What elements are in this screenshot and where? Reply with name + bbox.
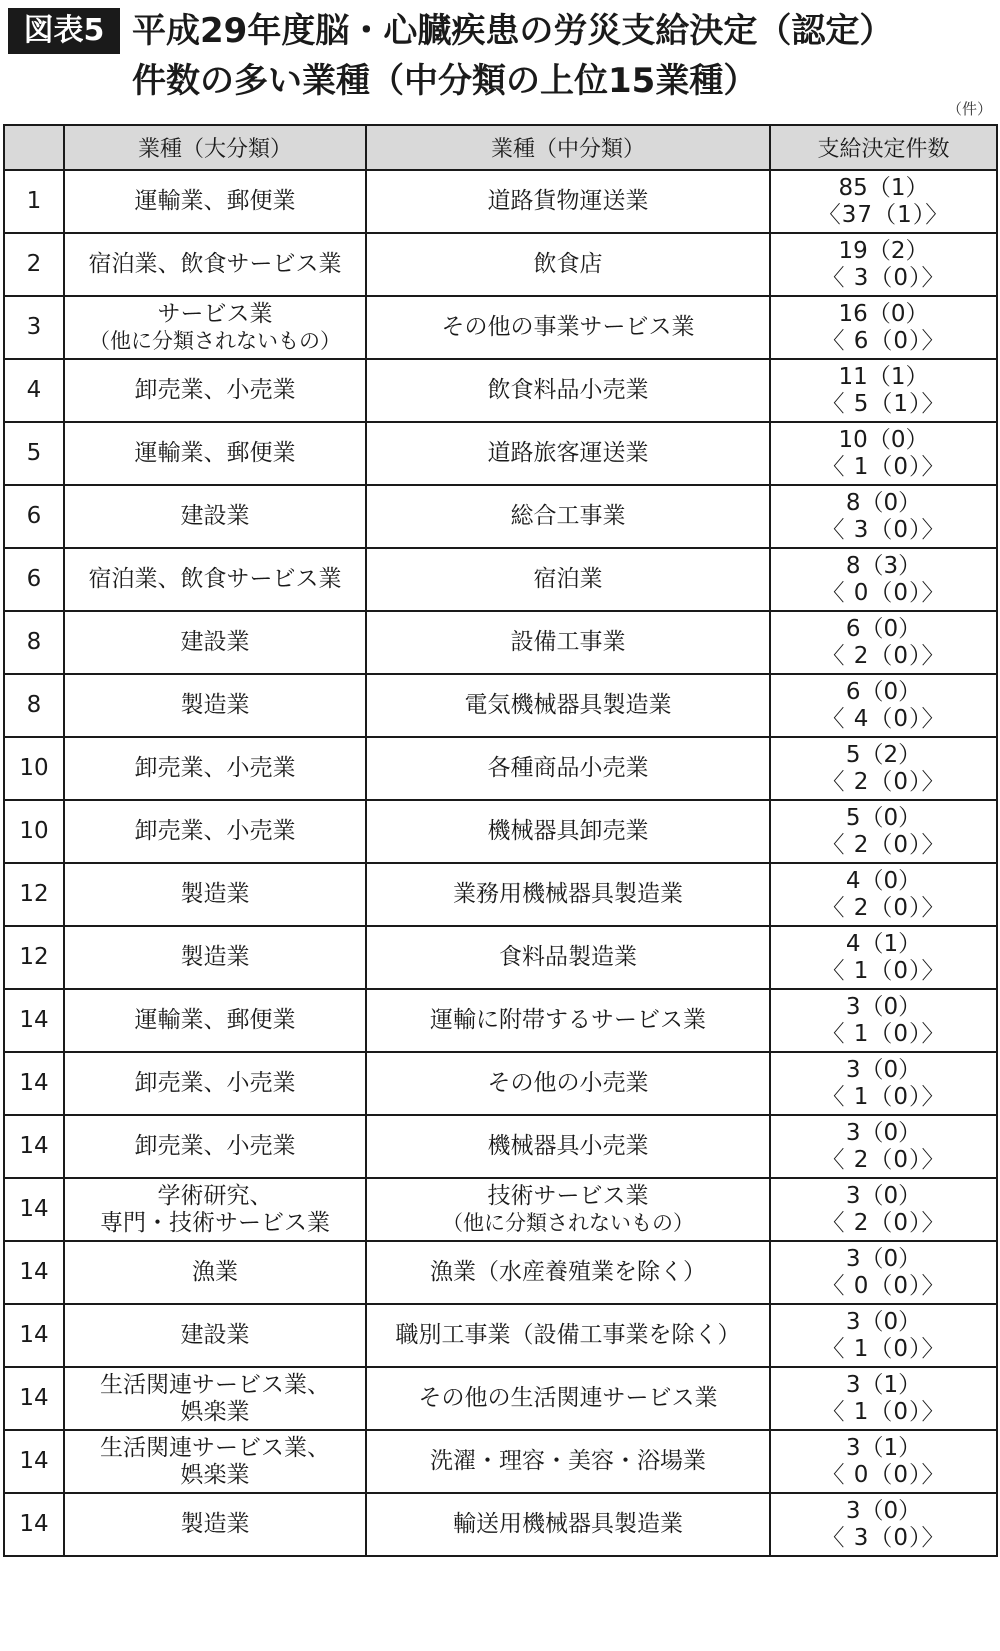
minor-category-cell xyxy=(366,1430,770,1493)
count-subvalue: 〈 2（0）〉 xyxy=(821,1146,946,1173)
rank-cell: 14 xyxy=(4,989,64,1052)
count-value: 10（0） xyxy=(838,426,929,453)
major-category-cell-text: 製造業 xyxy=(180,881,250,907)
count-value: 8（3） xyxy=(845,552,922,579)
major-category-cell xyxy=(64,863,366,926)
count-value: 4（1） xyxy=(845,930,922,957)
header-minor-category: 業種（中分類） xyxy=(366,125,770,170)
major-category-cell-text: 漁業 xyxy=(192,1259,238,1285)
count-value: 5（0） xyxy=(845,804,922,831)
rank-cell: 14 xyxy=(4,1241,64,1304)
major-category-cell xyxy=(64,1115,366,1178)
major-category-cell-text: 運輸業、郵便業 xyxy=(134,1007,296,1033)
minor-category-cell xyxy=(366,170,770,233)
major-category-cell xyxy=(64,548,366,611)
count-cell xyxy=(770,1304,997,1367)
minor-category-cell-text: その他の小売業 xyxy=(487,1070,649,1096)
minor-category-cell-text: （他に分類されないもの） xyxy=(442,1210,694,1235)
rank-cell: 14 xyxy=(4,1430,64,1493)
major-category-cell-text: 卸売業、小売業 xyxy=(134,755,296,781)
rank-cell: 3 xyxy=(4,296,64,359)
major-category-cell xyxy=(64,926,366,989)
rank-cell: 6 xyxy=(4,548,64,611)
table-row xyxy=(4,1241,997,1304)
table-body xyxy=(4,170,997,1556)
count-cell xyxy=(770,359,997,422)
minor-category-cell xyxy=(366,1178,770,1241)
minor-category-cell xyxy=(366,296,770,359)
count-value: 11（1） xyxy=(838,363,929,390)
minor-category-cell xyxy=(366,1367,770,1430)
major-category-cell xyxy=(64,674,366,737)
major-category-cell-text: 製造業 xyxy=(180,692,250,718)
major-category-cell-text: （他に分類されないもの） xyxy=(89,328,341,353)
major-category-cell xyxy=(64,296,366,359)
table-header xyxy=(4,125,997,170)
count-cell xyxy=(770,485,997,548)
count-subvalue: 〈 1（0）〉 xyxy=(821,453,946,480)
count-value: 3（0） xyxy=(845,1308,922,1335)
count-cell xyxy=(770,548,997,611)
major-category-cell-text: 卸売業、小売業 xyxy=(134,818,296,844)
rank-cell: 6 xyxy=(4,485,64,548)
table-row xyxy=(4,548,997,611)
table-row xyxy=(4,233,997,296)
minor-category-cell xyxy=(366,863,770,926)
major-category-cell-text: 学術研究、 xyxy=(157,1182,273,1209)
table-row xyxy=(4,1052,997,1115)
count-cell xyxy=(770,422,997,485)
figure-title-line1: 平成29年度脳・心臓疾患の労災支給決定（認定） xyxy=(132,11,894,51)
count-subvalue: 〈 4（0）〉 xyxy=(821,705,946,732)
minor-category-cell-text: 宿泊業 xyxy=(533,566,603,592)
major-category-cell-text: サービス業 xyxy=(157,300,273,327)
minor-category-cell xyxy=(366,1052,770,1115)
header-count: 支給決定件数 xyxy=(770,125,997,170)
rank-cell: 14 xyxy=(4,1115,64,1178)
minor-category-cell xyxy=(366,485,770,548)
major-category-cell xyxy=(64,1493,366,1556)
minor-category-cell-text: 食料品製造業 xyxy=(499,944,637,970)
minor-category-cell-text: 道路旅客運送業 xyxy=(487,440,649,466)
minor-category-cell-text: 洗濯・理容・美容・浴場業 xyxy=(430,1448,706,1474)
major-category-cell xyxy=(64,989,366,1052)
count-value: 3（0） xyxy=(845,993,922,1020)
header-major-category: 業種（大分類） xyxy=(64,125,366,170)
minor-category-cell-text: その他の生活関連サービス業 xyxy=(418,1385,718,1411)
count-cell xyxy=(770,1178,997,1241)
count-subvalue: 〈 2（0）〉 xyxy=(821,894,946,921)
count-cell xyxy=(770,170,997,233)
table-row xyxy=(4,296,997,359)
table-row xyxy=(4,170,997,233)
figure-header xyxy=(0,0,1000,130)
major-category-cell-text: 卸売業、小売業 xyxy=(134,377,296,403)
minor-category-cell-text: 飲食店 xyxy=(533,251,603,277)
count-cell xyxy=(770,989,997,1052)
minor-category-cell-text: 電気機械器具製造業 xyxy=(464,692,672,718)
minor-category-cell xyxy=(366,737,770,800)
count-subvalue: 〈 3（0）〉 xyxy=(821,516,946,543)
count-value: 5（2） xyxy=(845,741,922,768)
count-subvalue: 〈 2（0）〉 xyxy=(821,831,946,858)
count-cell xyxy=(770,1493,997,1556)
minor-category-cell-text: 機械器具小売業 xyxy=(487,1133,649,1159)
count-value: 85（1） xyxy=(838,174,929,201)
major-category-cell xyxy=(64,1052,366,1115)
rank-cell: 2 xyxy=(4,233,64,296)
minor-category-cell xyxy=(366,1304,770,1367)
table-row xyxy=(4,863,997,926)
minor-category-cell xyxy=(366,1115,770,1178)
count-value: 3（0） xyxy=(845,1245,922,1272)
major-category-cell-text: 運輸業、郵便業 xyxy=(134,440,296,466)
count-cell xyxy=(770,1241,997,1304)
major-category-cell xyxy=(64,1430,366,1493)
table-row xyxy=(4,611,997,674)
count-cell xyxy=(770,737,997,800)
rank-cell: 1 xyxy=(4,170,64,233)
table-row xyxy=(4,485,997,548)
minor-category-cell xyxy=(366,989,770,1052)
count-value: 3（0） xyxy=(845,1182,922,1209)
minor-category-cell-text: 漁業（水産養殖業を除く） xyxy=(430,1259,706,1285)
rank-cell: 14 xyxy=(4,1304,64,1367)
count-cell xyxy=(770,611,997,674)
minor-category-cell-text: 道路貨物運送業 xyxy=(487,188,649,214)
major-category-cell-text: 娯楽業 xyxy=(180,1461,250,1488)
minor-category-cell xyxy=(366,1241,770,1304)
major-category-cell-text: 生活関連サービス業、 xyxy=(100,1434,330,1461)
industry-table xyxy=(3,124,998,1557)
table-row xyxy=(4,359,997,422)
minor-category-cell-text: 業務用機械器具製造業 xyxy=(453,881,683,907)
header-row xyxy=(4,125,997,170)
major-category-cell xyxy=(64,422,366,485)
table-row xyxy=(4,1430,997,1493)
count-value: 19（2） xyxy=(838,237,929,264)
count-cell xyxy=(770,800,997,863)
count-value: 6（0） xyxy=(845,615,922,642)
minor-category-cell xyxy=(366,359,770,422)
major-category-cell-text: 娯楽業 xyxy=(180,1398,250,1425)
minor-category-cell-text: 総合工事業 xyxy=(510,503,626,529)
major-category-cell-text: 建設業 xyxy=(180,1322,250,1348)
major-category-cell xyxy=(64,1241,366,1304)
table-row xyxy=(4,800,997,863)
rank-cell: 12 xyxy=(4,926,64,989)
rank-cell: 14 xyxy=(4,1493,64,1556)
count-value: 3（1） xyxy=(845,1434,922,1461)
rank-cell: 10 xyxy=(4,737,64,800)
major-category-cell-text: 建設業 xyxy=(180,629,250,655)
count-cell xyxy=(770,296,997,359)
major-category-cell-text: 製造業 xyxy=(180,1511,250,1537)
rank-cell: 8 xyxy=(4,611,64,674)
count-subvalue: 〈 0（0）〉 xyxy=(821,1461,946,1488)
major-category-cell xyxy=(64,485,366,548)
count-cell xyxy=(770,233,997,296)
major-category-cell xyxy=(64,737,366,800)
count-subvalue: 〈 1（0）〉 xyxy=(821,1398,946,1425)
table-row xyxy=(4,1115,997,1178)
minor-category-cell xyxy=(366,800,770,863)
major-category-cell-text: 運輸業、郵便業 xyxy=(134,188,296,214)
major-category-cell-text: 卸売業、小売業 xyxy=(134,1133,296,1159)
count-subvalue: 〈 5（1）〉 xyxy=(821,390,946,417)
rank-cell: 10 xyxy=(4,800,64,863)
table-row xyxy=(4,422,997,485)
major-category-cell xyxy=(64,1178,366,1241)
major-category-cell xyxy=(64,359,366,422)
count-cell xyxy=(770,1052,997,1115)
major-category-cell-text: 宿泊業、飲食サービス業 xyxy=(88,566,342,592)
count-value: 16（0） xyxy=(838,300,929,327)
minor-category-cell-text: 輸送用機械器具製造業 xyxy=(453,1511,683,1537)
count-value: 4（0） xyxy=(845,867,922,894)
rank-cell: 8 xyxy=(4,674,64,737)
count-cell xyxy=(770,1430,997,1493)
count-subvalue: 〈 2（0）〉 xyxy=(821,642,946,669)
count-value: 3（0） xyxy=(845,1497,922,1524)
minor-category-cell xyxy=(366,611,770,674)
minor-category-cell xyxy=(366,1493,770,1556)
minor-category-cell xyxy=(366,233,770,296)
count-value: 8（0） xyxy=(845,489,922,516)
table-row xyxy=(4,989,997,1052)
rank-cell: 12 xyxy=(4,863,64,926)
count-subvalue: 〈 0（0）〉 xyxy=(821,579,946,606)
minor-category-cell-text: 運輸に附帯するサービス業 xyxy=(430,1007,706,1033)
count-subvalue: 〈 2（0）〉 xyxy=(821,768,946,795)
count-subvalue: 〈 1（0）〉 xyxy=(821,1083,946,1110)
minor-category-cell xyxy=(366,674,770,737)
minor-category-cell xyxy=(366,926,770,989)
count-value: 3（0） xyxy=(845,1119,922,1146)
count-value: 6（0） xyxy=(845,678,922,705)
table-row xyxy=(4,1178,997,1241)
rank-cell: 14 xyxy=(4,1367,64,1430)
count-subvalue: 〈 0（0）〉 xyxy=(821,1272,946,1299)
rank-cell: 14 xyxy=(4,1178,64,1241)
figure-title-line2: 件数の多い業種（中分類の上位15業種） xyxy=(132,61,758,101)
major-category-cell-text: 宿泊業、飲食サービス業 xyxy=(88,251,342,277)
count-cell xyxy=(770,1367,997,1430)
major-category-cell xyxy=(64,800,366,863)
table-row xyxy=(4,1304,997,1367)
major-category-cell xyxy=(64,1304,366,1367)
minor-category-cell-text: 各種商品小売業 xyxy=(487,755,649,781)
major-category-cell xyxy=(64,170,366,233)
major-category-cell-text: 専門・技術サービス業 xyxy=(100,1209,330,1236)
minor-category-cell-text: 設備工事業 xyxy=(510,629,626,655)
minor-category-cell-text: 職別工事業（設備工事業を除く） xyxy=(395,1322,741,1348)
count-value: 3（0） xyxy=(845,1056,922,1083)
major-category-cell xyxy=(64,1367,366,1430)
count-cell xyxy=(770,1115,997,1178)
count-subvalue: 〈 3（0）〉 xyxy=(821,264,946,291)
count-subvalue: 〈 6（0）〉 xyxy=(821,327,946,354)
major-category-cell-text: 建設業 xyxy=(180,503,250,529)
minor-category-cell-text: 機械器具卸売業 xyxy=(487,818,649,844)
minor-category-cell xyxy=(366,422,770,485)
count-subvalue: 〈 2（0）〉 xyxy=(821,1209,946,1236)
major-category-cell xyxy=(64,233,366,296)
count-subvalue: 〈 1（0）〉 xyxy=(821,1335,946,1362)
major-category-cell xyxy=(64,611,366,674)
minor-category-cell xyxy=(366,548,770,611)
unit-label: （件） xyxy=(946,100,992,118)
count-subvalue: 〈 3（0）〉 xyxy=(821,1524,946,1551)
count-subvalue: 〈 1（0）〉 xyxy=(821,1020,946,1047)
header-rank xyxy=(4,125,64,170)
count-cell xyxy=(770,863,997,926)
minor-category-cell-text: 飲食料品小売業 xyxy=(487,377,649,403)
count-subvalue: 〈 1（0）〉 xyxy=(821,957,946,984)
major-category-cell-text: 製造業 xyxy=(180,944,250,970)
table-row xyxy=(4,1367,997,1430)
major-category-cell-text: 卸売業、小売業 xyxy=(134,1070,296,1096)
count-cell xyxy=(770,674,997,737)
count-cell xyxy=(770,926,997,989)
table-row xyxy=(4,674,997,737)
table-row xyxy=(4,926,997,989)
minor-category-cell-text: その他の事業サービス業 xyxy=(441,314,695,340)
rank-cell: 5 xyxy=(4,422,64,485)
count-subvalue: 〈37（1）〉 xyxy=(817,201,950,228)
table-row xyxy=(4,737,997,800)
count-value: 3（1） xyxy=(845,1371,922,1398)
minor-category-cell-text: 技術サービス業 xyxy=(487,1182,649,1209)
rank-cell: 4 xyxy=(4,359,64,422)
rank-cell: 14 xyxy=(4,1052,64,1115)
major-category-cell-text: 生活関連サービス業、 xyxy=(100,1371,330,1398)
figure-badge: 図表5 xyxy=(8,8,120,54)
table-row xyxy=(4,1493,997,1556)
